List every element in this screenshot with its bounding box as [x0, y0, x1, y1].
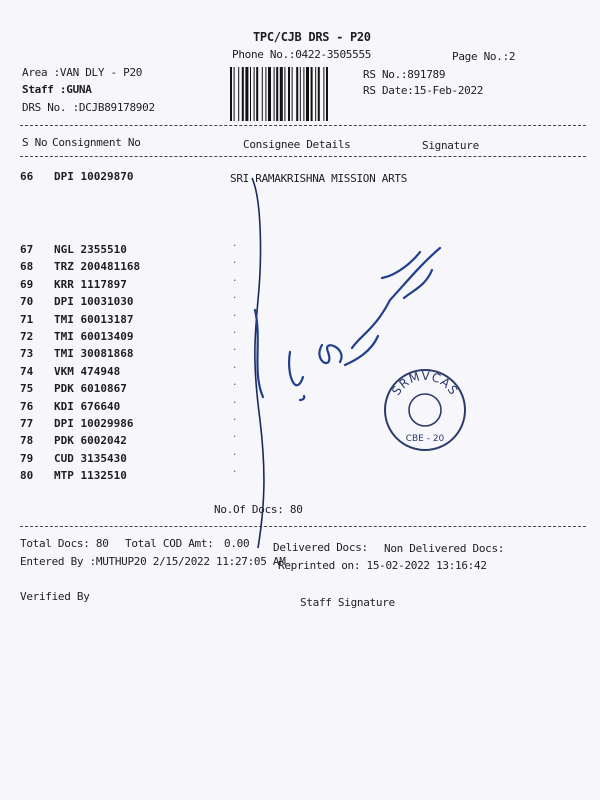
- row-sno: 71: [20, 312, 34, 326]
- barcode-bar: [306, 67, 309, 121]
- row-consignment: DPI 10031030: [54, 295, 134, 309]
- row-sno: 77: [20, 417, 34, 430]
- row-consignment: PDK 6010867: [54, 382, 127, 396]
- signature-placeholder-dot: .: [232, 430, 238, 441]
- barcode-bar: [280, 67, 283, 121]
- column-sno: S No: [22, 136, 48, 149]
- signature-placeholder-dot: .: [232, 273, 238, 284]
- row-sno: 66: [20, 170, 34, 183]
- staff-signature: Staff Signature: [300, 596, 395, 609]
- row-sno: 68: [20, 260, 34, 274]
- non-delivered-docs: Non Delivered Docs:: [384, 542, 505, 555]
- barcode-bar: [284, 67, 285, 121]
- row-consignment: TMI 60013409: [54, 330, 134, 343]
- barcode-bar: [288, 67, 290, 121]
- barcode-bar: [274, 67, 275, 121]
- barcode-bar: [303, 67, 304, 121]
- rs-date: RS Date:15-Feb-2022: [363, 84, 484, 97]
- row-sno: 76: [20, 399, 34, 413]
- organization-stamp: [385, 369, 465, 450]
- column-consignment: Consignment No: [52, 136, 141, 149]
- signature-placeholder-dot: .: [232, 378, 238, 389]
- signature-placeholder-dot: .: [232, 291, 238, 302]
- signature-placeholder-dot: .: [232, 239, 238, 249]
- barcode-bar: [268, 67, 271, 121]
- entered-by: Entered By :MUTHUP20 2/15/2022 11:27:05 AM: [20, 555, 286, 568]
- row-sno: 69: [20, 277, 34, 291]
- barcode-bar: [311, 67, 313, 121]
- signature-placeholder-dot: .: [232, 326, 238, 336]
- stamp-bottom-text: CBE - 20: [405, 434, 445, 444]
- signature-placeholder-dot: .: [232, 343, 238, 354]
- row-consignment: TMI 60013187: [54, 312, 134, 326]
- svg-text:SRMVCAS: [389, 369, 461, 398]
- row-consignment: CUD 3135430: [54, 451, 127, 465]
- divider-top: [20, 125, 586, 126]
- row-consignment: TMI 30081868: [54, 347, 134, 361]
- signature-placeholder-dot: .: [232, 447, 238, 458]
- barcode-bar: [265, 67, 266, 121]
- rs-number: RS No.:891789: [363, 68, 446, 81]
- barcode-bar: [296, 67, 298, 121]
- row-consignment: PDK 6002042: [54, 434, 127, 448]
- barcode-bar: [242, 67, 244, 121]
- row-sno: 72: [20, 330, 34, 343]
- barcode-bar: [256, 67, 258, 121]
- row-consignment: KDI 676640: [54, 399, 121, 413]
- row-sno: 73: [20, 347, 34, 361]
- consignee-name: SRI RAMAKRISHNA MISSION ARTS: [230, 172, 408, 185]
- row-consignment: KRR 1117897: [54, 277, 127, 291]
- row-sno: 80: [20, 469, 34, 483]
- barcode-bar: [315, 67, 316, 121]
- barcode: [230, 67, 354, 121]
- total-cod-label: Total COD Amt:: [125, 537, 214, 550]
- signature-placeholder-dot: .: [232, 395, 238, 406]
- barcode-bar: [238, 67, 239, 121]
- signature-placeholder-dot: .: [232, 256, 238, 267]
- reprinted-on: Reprinted on: 15-02-2022 13:16:42: [278, 559, 487, 572]
- barcode-bar: [276, 67, 278, 121]
- barcode-bar: [300, 67, 301, 121]
- no-of-docs: No.Of Docs: 80: [214, 503, 303, 516]
- delivered-docs: Delivered Docs:: [273, 541, 368, 554]
- column-signature: Signature: [422, 139, 479, 152]
- row-consignment: DPI 10029986: [54, 417, 134, 430]
- barcode-bar: [323, 67, 324, 121]
- document-title: TPC/CJB DRS - P20: [253, 30, 371, 44]
- row-sno: 78: [20, 434, 34, 448]
- barcode-bar: [326, 67, 328, 121]
- signature-placeholder-dot: .: [232, 465, 238, 476]
- stamp-ring-text: SRMVCAS: [389, 368, 461, 398]
- barcode-bar: [262, 67, 263, 121]
- handwritten-line: [252, 178, 264, 548]
- barcode-bar: [234, 67, 235, 121]
- staff-label: Staff :GUNA: [22, 83, 92, 96]
- column-consignee: Consignee Details: [243, 138, 351, 151]
- barcode-bar: [292, 67, 293, 121]
- drs-number: DRS No. :DCJB89178902: [22, 101, 155, 114]
- row-sno: 79: [20, 451, 34, 465]
- row-consignment: DPI 10029870: [54, 170, 134, 183]
- barcode-bar: [245, 67, 248, 121]
- total-cod-value: 0.00: [224, 537, 250, 550]
- signature-placeholder-dot: .: [232, 308, 238, 319]
- barcode-bar: [254, 67, 255, 121]
- phone-number: Phone No.:0422-3505555: [232, 48, 372, 61]
- divider-footer: [20, 526, 586, 527]
- total-docs: Total Docs: 80: [20, 537, 109, 550]
- handwritten-signature: [255, 248, 440, 400]
- page-number: Page No.:2: [452, 50, 516, 63]
- row-consignment: VKM 474948: [54, 364, 121, 378]
- row-sno: 74: [20, 364, 34, 378]
- barcode-bar: [230, 67, 232, 121]
- row-sno: 75: [20, 382, 34, 396]
- verified-by: Verified By: [20, 590, 90, 603]
- divider-header: [20, 156, 586, 157]
- barcode-bar: [318, 67, 320, 121]
- row-sno: 67: [20, 243, 34, 256]
- row-consignment: MTP 1132510: [54, 469, 127, 483]
- barcode-bar: [250, 67, 251, 121]
- area-label: Area :VAN DLY - P20: [22, 66, 143, 79]
- row-sno: 70: [20, 295, 34, 309]
- signature-placeholder-dot: .: [232, 360, 238, 371]
- row-consignment: TRZ 200481168: [54, 260, 141, 274]
- signature-placeholder-dot: .: [232, 413, 238, 423]
- row-consignment: NGL 2355510: [54, 243, 127, 256]
